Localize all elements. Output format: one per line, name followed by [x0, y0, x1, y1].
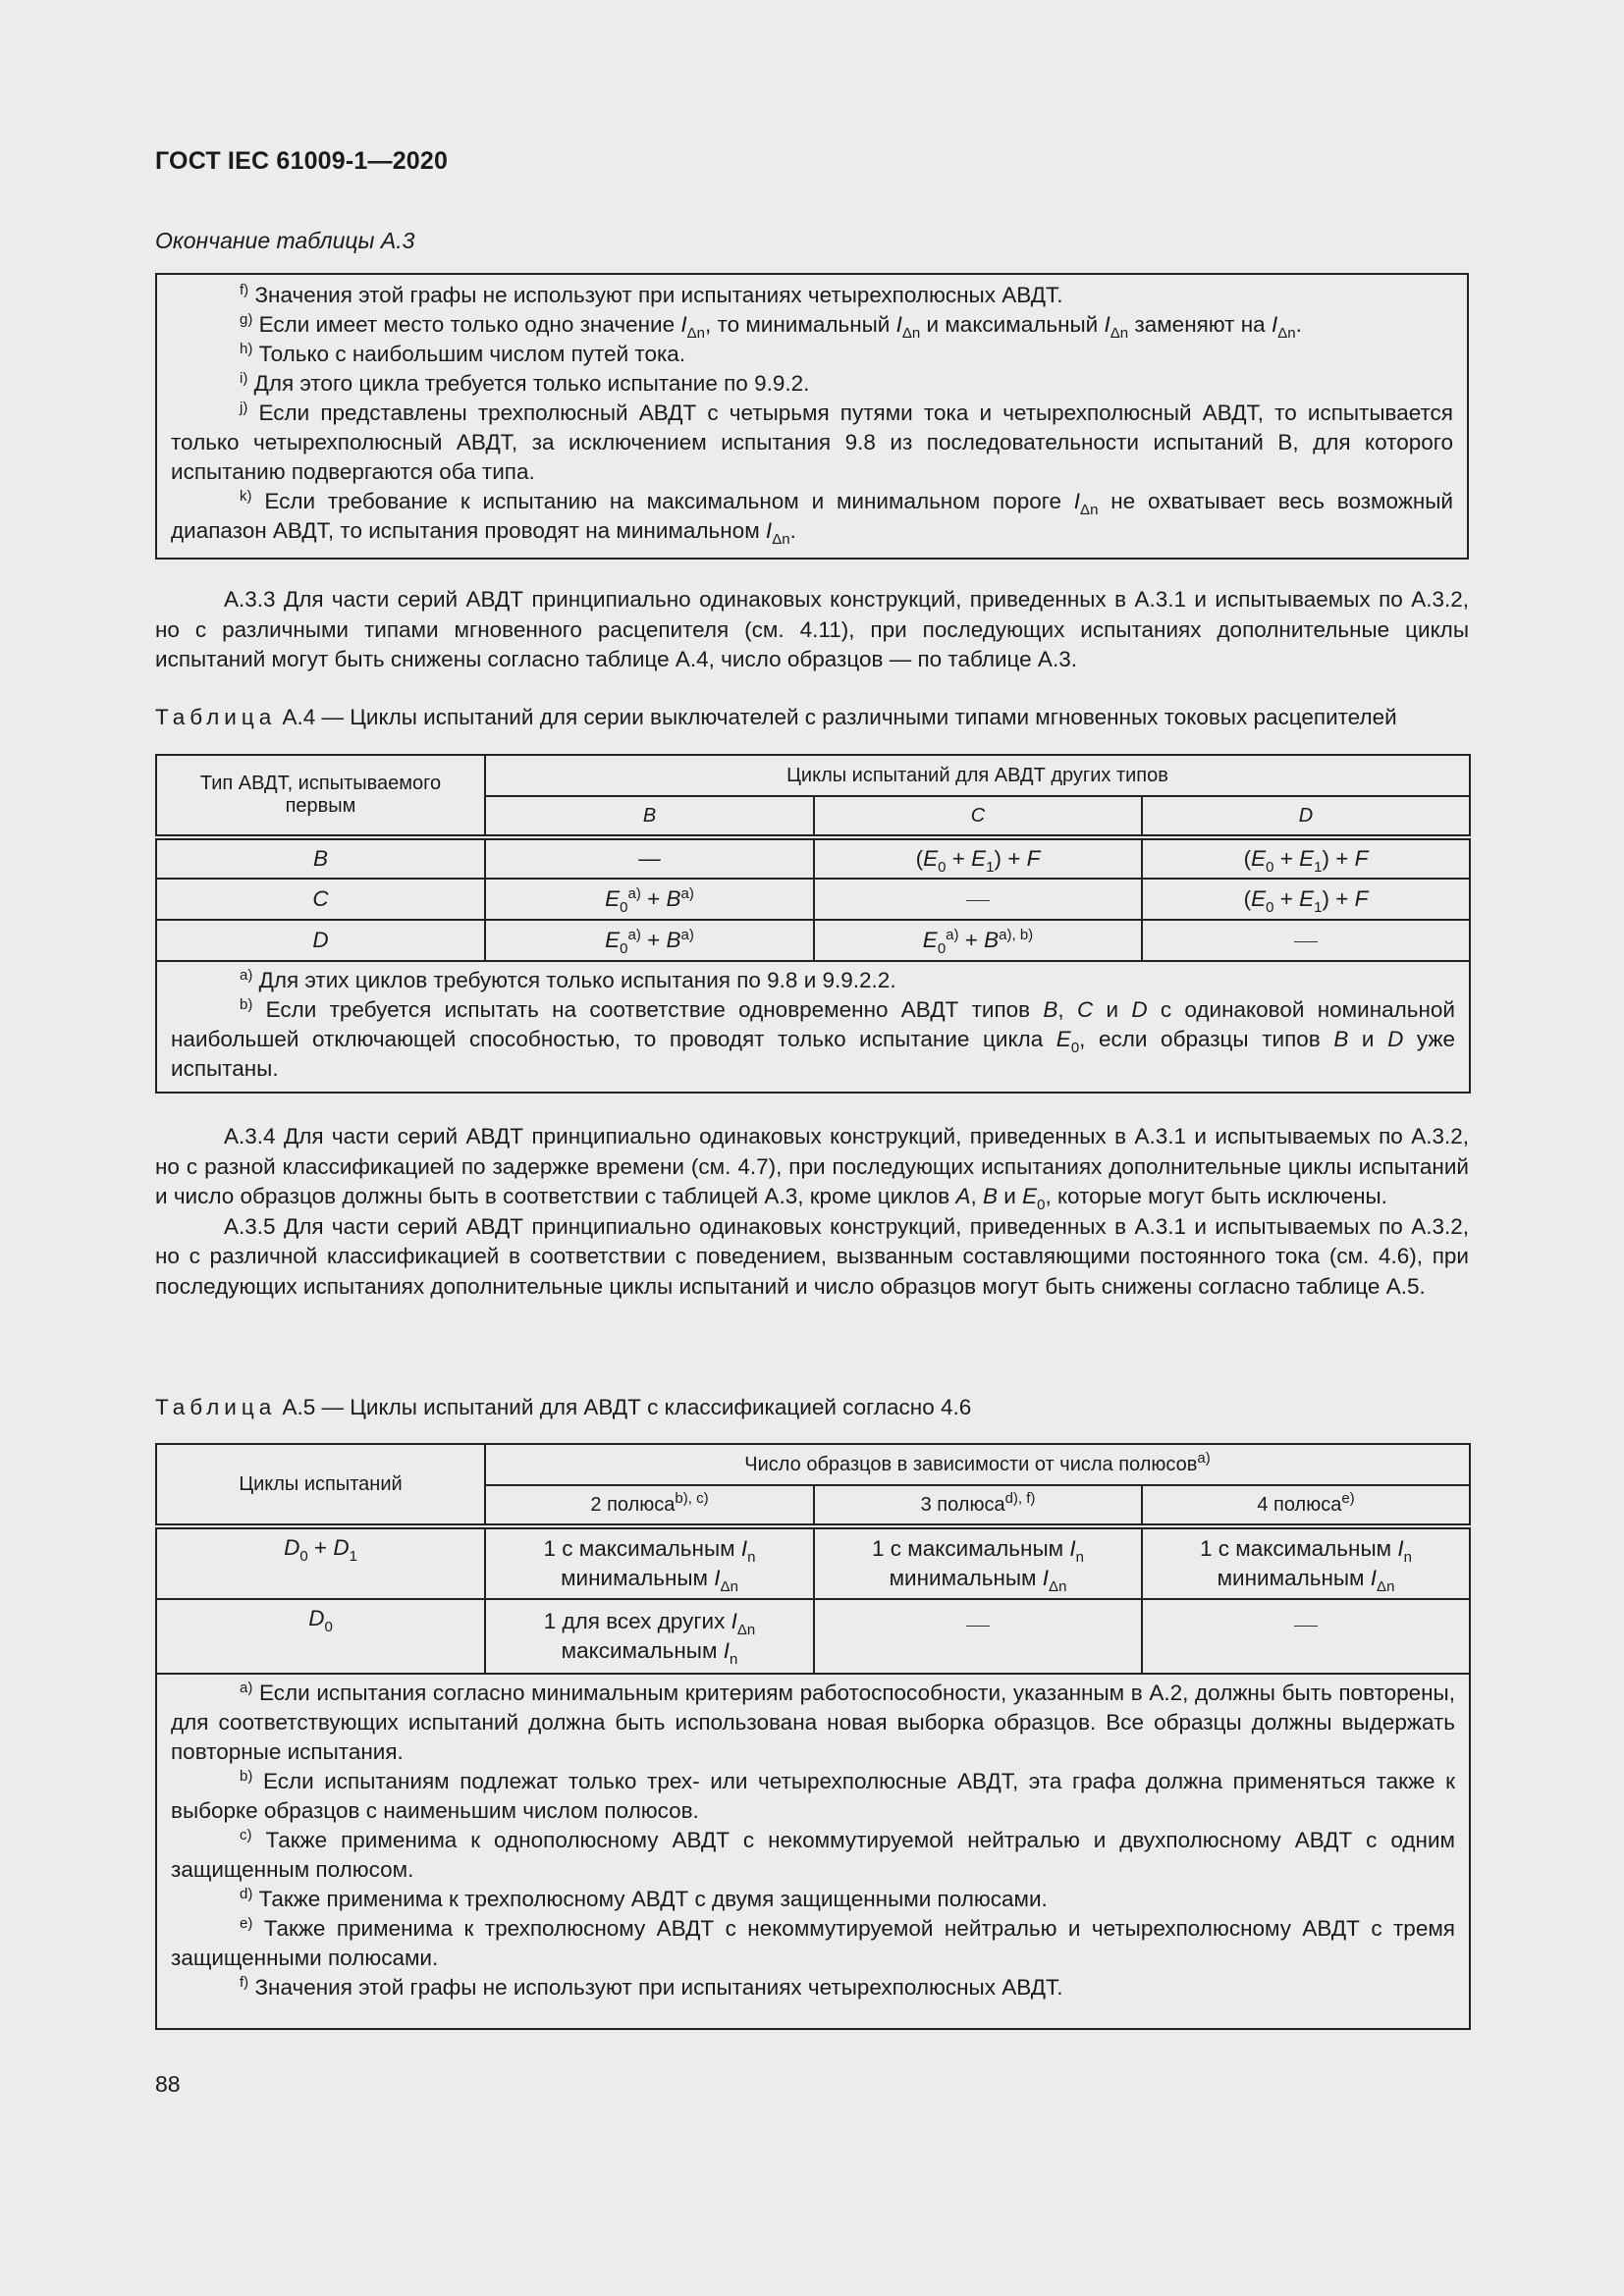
footnote-f: $^{f)}$ Значения этой графы не используют при испытаниях четырехполюсных АВДТ. [240, 282, 1063, 307]
table-a4-cell: $E_0^{a)} + B^{a)}$ [485, 920, 814, 961]
paragraph-a34-a35 [155, 1122, 1469, 1302]
table-a5-subhead: 2 полюса$^{b), c)}$ [485, 1485, 814, 1526]
table-a5-note-e: $^{e)}$ Также применима к трехполюсному АВДТ с некоммутируемой нейтралью и четырехполюсному АВДТ с тремя защищенными полюсами. [171, 1915, 1455, 1970]
table-a5-subhead: 4 полюса$^{e)}$ [1142, 1485, 1470, 1526]
table-a4-notes [156, 961, 1470, 1093]
paragraph-a34: А.3.4 Для части серий АВДТ принципиально одинаковых конструкций, приведенных в А.3.1 и испытываемых по А.3.2, но с разной классификацией по задержке времени (см. 4.7), при последующих испытаниях дополнительные циклы испытаний и число образцов должны быть в соответствии с таблицей А.3, кроме циклов A, B и $E_0$, которые могут быть исключены. [155, 1124, 1469, 1213]
table-a5-head-group: Число образцов в зависимости от числа полюсов$^{a)}$ [485, 1444, 1470, 1485]
table-a5 [155, 1443, 1471, 2030]
table-a5-note-c: $^{c)}$ Также применима к однополюсному АВДТ с некоммутируемой нейтралью и двухполюсному АВДТ с одним защищенным полюсом. [171, 1827, 1455, 1882]
table-a4-cell: $(E_0 + E_1) + F$ [1142, 879, 1470, 920]
table-a5-notes [156, 1674, 1470, 2029]
footnote-j: $^{j)}$ Если представлены трехполюсный АВДТ с четырьмя путями тока и четырехполюсный АВДТ, то испытывается только четырехполюсный АВДТ, за исключением испытания 9.8 из последовательности испытаний В, для которого испытанию подвергаются оба типа. [171, 400, 1453, 484]
table-a4-cell [814, 879, 1142, 920]
paragraph-a33: А.3.3 Для части серий АВДТ принципиально одинаковых конструкций, приведенных в А.3.1 и испытываемых по А.3.2, но с различными типами мгновенного расцепителя (см. 4.11), при последующих испытаниях дополнительные циклы испытаний могут быть снижены согласно таблице А.4, число образцов — по таблице А.3. [155, 587, 1469, 671]
table-a5-cell: 1 для всех других $I_{\Delta n}$ максимальным $I_n$ [485, 1599, 814, 1674]
table-a4-row-label: D [156, 920, 485, 961]
table-a4-cell: $(E_0 + E_1) + F$ [1142, 837, 1470, 879]
table-a5-note-b: $^{b)}$ Если испытаниям подлежат только трех- или четырехполюсные АВДТ, эта графа должна применяться также к выборке образцов с наименьшим числом полюсов. [171, 1768, 1455, 1823]
footnote-g: $^{g)}$ Если имеет место только одно значение $I_{\Delta n}$, то минимальный $I_{\Delta n}$ и максимальный $I_{\Delta n}$ заменяют на $I_{\Delta n}$. [240, 311, 1302, 342]
footnote-i: $^{i)}$ Для этого цикла требуется только испытание по 9.9.2. [240, 370, 810, 396]
table-a5-cell: 1 с максимальным $I_n$ минимальным $I_{\Delta n}$ [814, 1526, 1142, 1599]
table-a4-note-b: $^{b)}$ Если требуется испытать на соответствие одновременно АВДТ типов B, C и D с одинаковой номинальной наибольшей отключающей способностью, то проводят только испытание цикла $E_0$, если образцы типов B и D уже испытаны. [171, 996, 1456, 1081]
table-a4-note-a: $^{a)}$ Для этих циклов требуются только испытания по 9.8 и 9.9.2.2. [240, 967, 896, 992]
table-a4-subhead: B [485, 796, 814, 837]
table-a5-note-d: $^{d)}$ Также применима к трехполюсному АВДТ с двумя защищенными полюсами. [240, 1886, 1048, 1911]
table-a5-cell: 1 с максимальным $I_n$ минимальным $I_{\Delta n}$ [485, 1526, 814, 1599]
table-a5-caption: Таблица А.5 — Циклы испытаний для АВДТ с классификацией согласно 4.6 [155, 1395, 972, 1419]
table-a5-cell: 1 с максимальным $I_n$ минимальным $I_{\Delta n}$ [1142, 1526, 1470, 1599]
table-a4-cell: $E_0^{a)} + B^{a)}$ [485, 879, 814, 920]
table-a4-cell: $E_0^{a)} + B^{a), b)}$ [814, 920, 1142, 961]
table-a4-head-type: Тип АВДТ, испытываемого первым [156, 755, 485, 837]
table-a4-subhead: D [1142, 796, 1470, 837]
table-a4 [155, 754, 1471, 1094]
table-a5-head-cycles: Циклы испытаний [156, 1444, 485, 1526]
footnote-h: $^{h)}$ Только с наибольшим числом путей тока. [240, 341, 686, 366]
footnote-k: $^{k)}$ Если требование к испытанию на максимальном и минимальном пороге $I_{\Delta n}$ не охватывает весь возможный диапазон АВДТ, то испытания проводят на минимальном $I_{\Delta n}$. [171, 488, 1453, 548]
table-a5-cell [1142, 1599, 1470, 1674]
table-a5-note-a: $^{a)}$ Если испытания согласно минимальным критериям работоспособности, указанным в А.2, должны быть повторены, для соответствующих испытаний должна быть использована новая выборка образцов. Все образцы должны выдержать повторные испытания. [171, 1680, 1455, 1764]
table-a4-row-label: C [156, 879, 485, 920]
table-a4-caption: Таблица А.4 — Циклы испытаний для серии выключателей с различными типами мгновенных токовых расцепителей [155, 705, 1397, 729]
paragraph-a35: А.3.5 Для части серий АВДТ принципиально одинаковых конструкций, приведенных в А.3.1 и испытываемых по А.3.2, но с различной классификацией в соответствии с поведением, вызванным составляющими постоянного тока (см. 4.6), при последующих испытаниях дополнительные циклы испытаний и число образцов могут быть снижены согласно таблице А.5. [155, 1213, 1469, 1299]
table-a5-subhead: 3 полюса$^{d), f)}$ [814, 1485, 1142, 1526]
table-a4-cell: $(E_0 + E_1) + F$ [814, 837, 1142, 879]
table-a5-note-f: $^{f)}$ Значения этой графы не используют при испытаниях четырехполюсных АВДТ. [240, 1974, 1063, 2000]
document-header: ГОСТ IEC 61009-1—2020 [155, 147, 449, 175]
table-a5-cell [814, 1599, 1142, 1674]
table-a4-cell: — [485, 837, 814, 879]
table-a4-row-label: B [156, 837, 485, 879]
table-a3-footnotes [155, 273, 1469, 560]
table-a4-head-group: Циклы испытаний для АВДТ других типов [485, 755, 1470, 796]
table-a4-cell [1142, 920, 1470, 961]
table-a4-subhead: C [814, 796, 1142, 837]
table-a5-row-label: $D_0$ [156, 1599, 485, 1674]
page-number: 88 [155, 2071, 181, 2097]
table-a5-row-label: $D_0 + D_1$ [156, 1526, 485, 1599]
continuation-label: Окончание таблицы А.3 [155, 228, 415, 253]
